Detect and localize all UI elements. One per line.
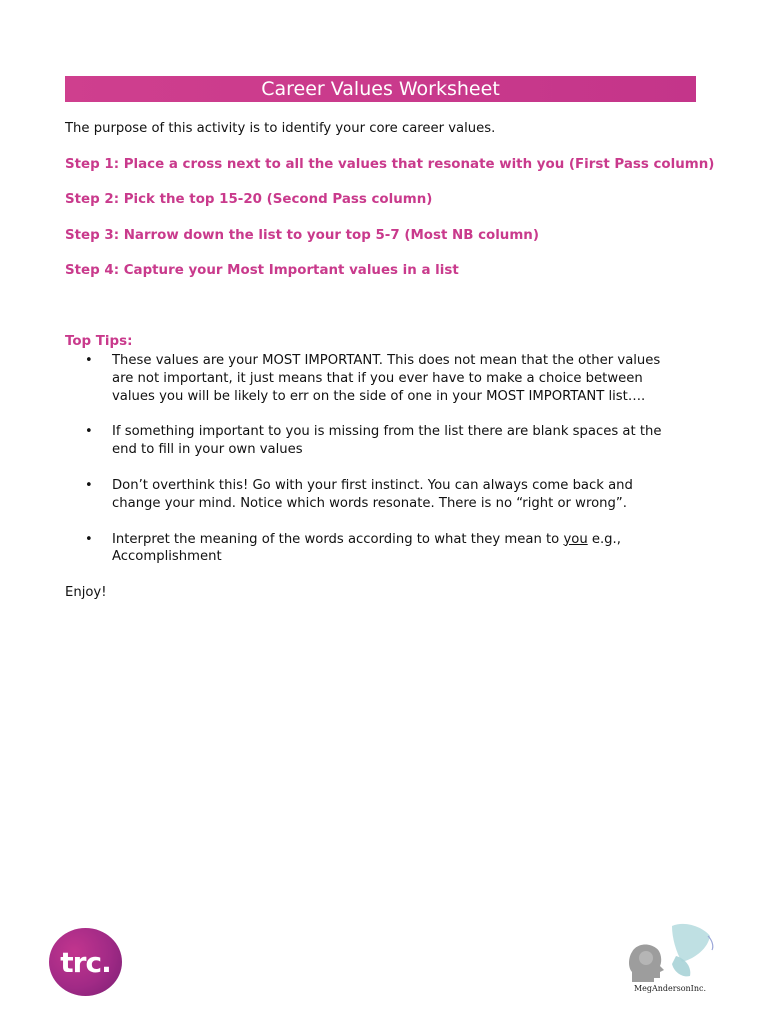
butterfly-head-icon <box>624 922 716 984</box>
title-bar <box>65 76 696 102</box>
tip-item <box>85 352 675 405</box>
meg-anderson-logo-text: MegAndersonInc. <box>633 984 707 993</box>
bullet-icon: • <box>85 531 93 547</box>
tip-text-after: e.g., Accomplishment <box>112 531 621 565</box>
page-title: Career Values Worksheet <box>261 78 500 100</box>
tip-text-underlined: you <box>563 531 588 547</box>
tip-item <box>85 531 675 567</box>
tip-text: If something important to you is missing from the list there are blank spaces at the end to fill in your own values <box>112 424 662 458</box>
tip-text: Don’t overthink this! Go with your first instinct. You can always come back and change your mind. Notice which words resonate. There is no “right or wrong”. <box>112 477 633 511</box>
trc-logo-text: trc. <box>60 945 111 979</box>
step-3: Step 3: Narrow down the list to your top 5-7 (Most NB column) <box>65 228 539 243</box>
meg-anderson-logo <box>624 922 716 998</box>
tip-text-before: Interpret the meaning of the words according to what they mean to <box>112 531 564 547</box>
tip-item <box>85 423 675 459</box>
tip-item <box>85 477 675 513</box>
bullet-icon: • <box>85 477 93 493</box>
step-4: Step 4: Capture your Most Important values in a list <box>65 263 459 278</box>
intro-text: The purpose of this activity is to identify your core career values. <box>65 121 496 136</box>
trc-logo <box>49 928 122 996</box>
tips-heading: Top Tips: <box>65 334 133 349</box>
step-1: Step 1: Place a cross next to all the values that resonate with you (First Pass column) <box>65 157 715 172</box>
bullet-icon: • <box>85 424 93 440</box>
step-2: Step 2: Pick the top 15-20 (Second Pass column) <box>65 192 433 207</box>
closing-text: Enjoy! <box>65 585 107 600</box>
tips-list <box>85 352 675 584</box>
bullet-icon: • <box>85 353 93 368</box>
tip-text: These values are your MOST IMPORTANT. This does not mean that the other values are not important, it just means that if you ever have to make a choice between values you will be likely to err on the side of one in your MOST IMPORTANT list…. <box>112 353 661 404</box>
